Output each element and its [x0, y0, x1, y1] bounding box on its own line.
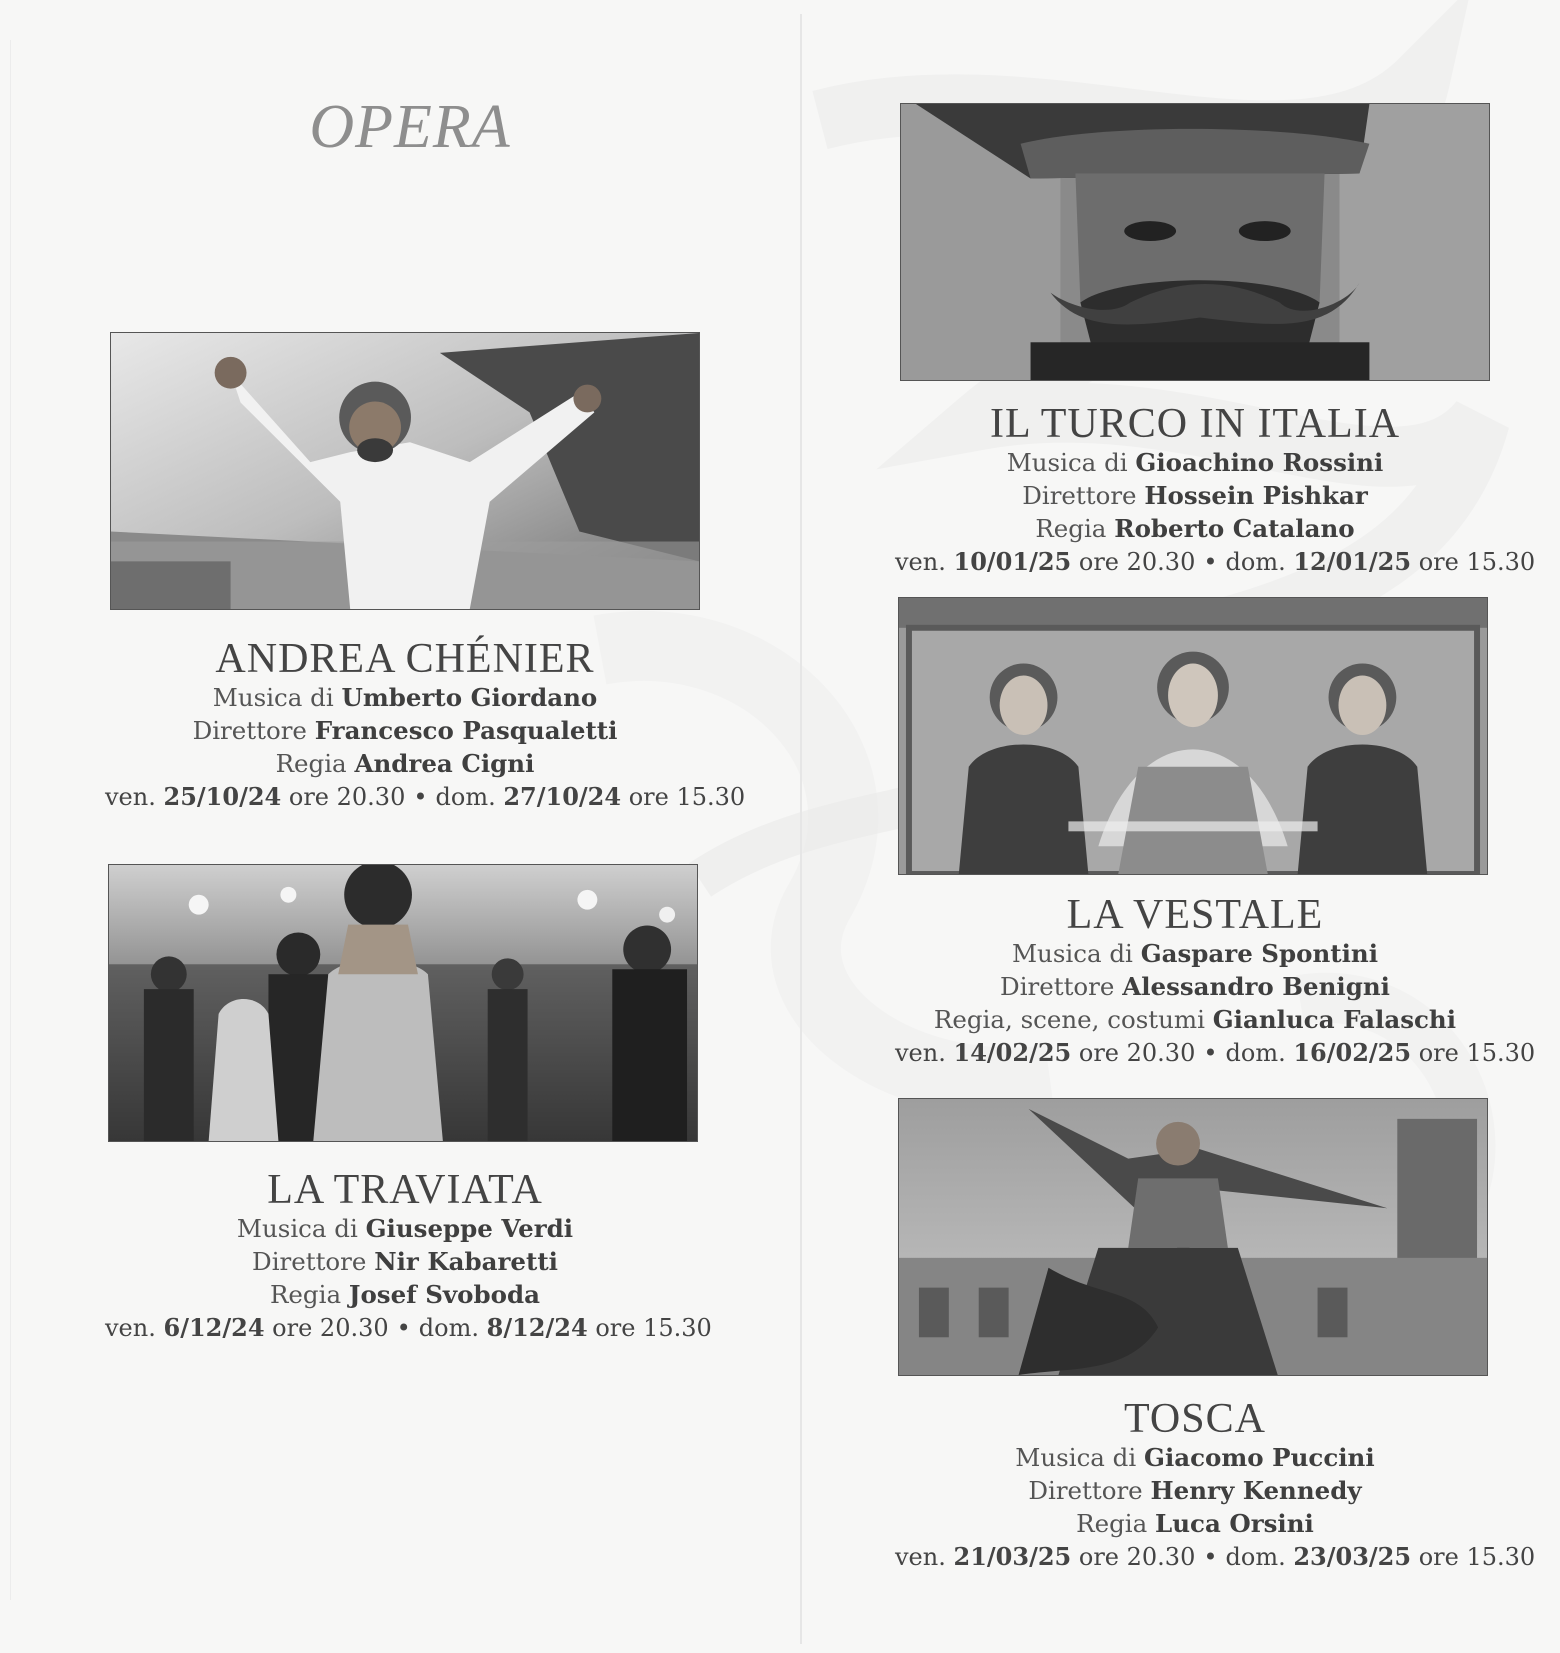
conductor-line: Direttore Alessandro Benigni — [1000, 972, 1390, 1001]
performance-dates: ven. 6/12/24 ore 20.30 • dom. 8/12/24 ore 15.30 — [105, 1313, 712, 1342]
opera-title: IL TURCO IN ITALIA — [989, 401, 1401, 447]
conductor-line: Direttore Nir Kabaretti — [252, 1247, 558, 1276]
opera-image-tosca — [898, 1098, 1488, 1376]
performance-dates: ven. 25/10/24 ore 20.30 • dom. 27/10/24 ore 15.30 — [105, 782, 746, 811]
composer-line: Musica di Umberto Giordano — [212, 683, 598, 712]
composer-line: Musica di Gioachino Rossini — [1006, 448, 1384, 477]
opera-title: LA VESTALE — [1066, 892, 1324, 938]
fold-line — [800, 14, 802, 1644]
performance-dates: ven. 21/03/25 ore 20.30 • dom. 23/03/25 ore 15.30 — [895, 1542, 1536, 1571]
director-line: Regia, scene, costumi Gianluca Falaschi — [933, 1005, 1457, 1034]
opera-info-il-turco-in-italia — [895, 401, 1536, 579]
opera-title: TOSCA — [1124, 1396, 1266, 1442]
director-line: Regia Josef Svoboda — [269, 1280, 540, 1309]
composer-line: Musica di Gaspare Spontini — [1011, 939, 1379, 968]
section-title: OPERA — [309, 93, 511, 161]
opera-info-la-vestale — [895, 892, 1536, 1070]
opera-info-la-traviata — [105, 1167, 712, 1345]
opera-title: ANDREA CHÉNIER — [215, 636, 595, 682]
opera-image-andrea-chenier — [110, 332, 700, 610]
performance-dates: ven. 10/01/25 ore 20.30 • dom. 12/01/25 ore 15.30 — [895, 547, 1536, 576]
director-line: Regia Andrea Cigni — [275, 749, 535, 778]
conductor-line: Direttore Henry Kennedy — [1028, 1476, 1362, 1505]
opera-info-andrea-chenier — [105, 636, 746, 814]
page-edge — [10, 40, 11, 1600]
opera-info-tosca — [895, 1396, 1536, 1574]
director-line: Regia Roberto Catalano — [1035, 514, 1355, 543]
opera-image-la-traviata — [108, 864, 698, 1142]
director-line: Regia Luca Orsini — [1076, 1509, 1314, 1538]
conductor-line: Direttore Francesco Pasqualetti — [192, 716, 618, 745]
composer-line: Musica di Giacomo Puccini — [1015, 1443, 1375, 1472]
opera-title: LA TRAVIATA — [267, 1167, 543, 1213]
performance-dates: ven. 14/02/25 ore 20.30 • dom. 16/02/25 ore 15.30 — [895, 1038, 1536, 1067]
composer-line: Musica di Giuseppe Verdi — [236, 1214, 574, 1243]
opera-image-il-turco-in-italia — [900, 103, 1490, 381]
conductor-line: Direttore Hossein Pishkar — [1022, 481, 1368, 510]
opera-image-la-vestale — [898, 597, 1488, 875]
